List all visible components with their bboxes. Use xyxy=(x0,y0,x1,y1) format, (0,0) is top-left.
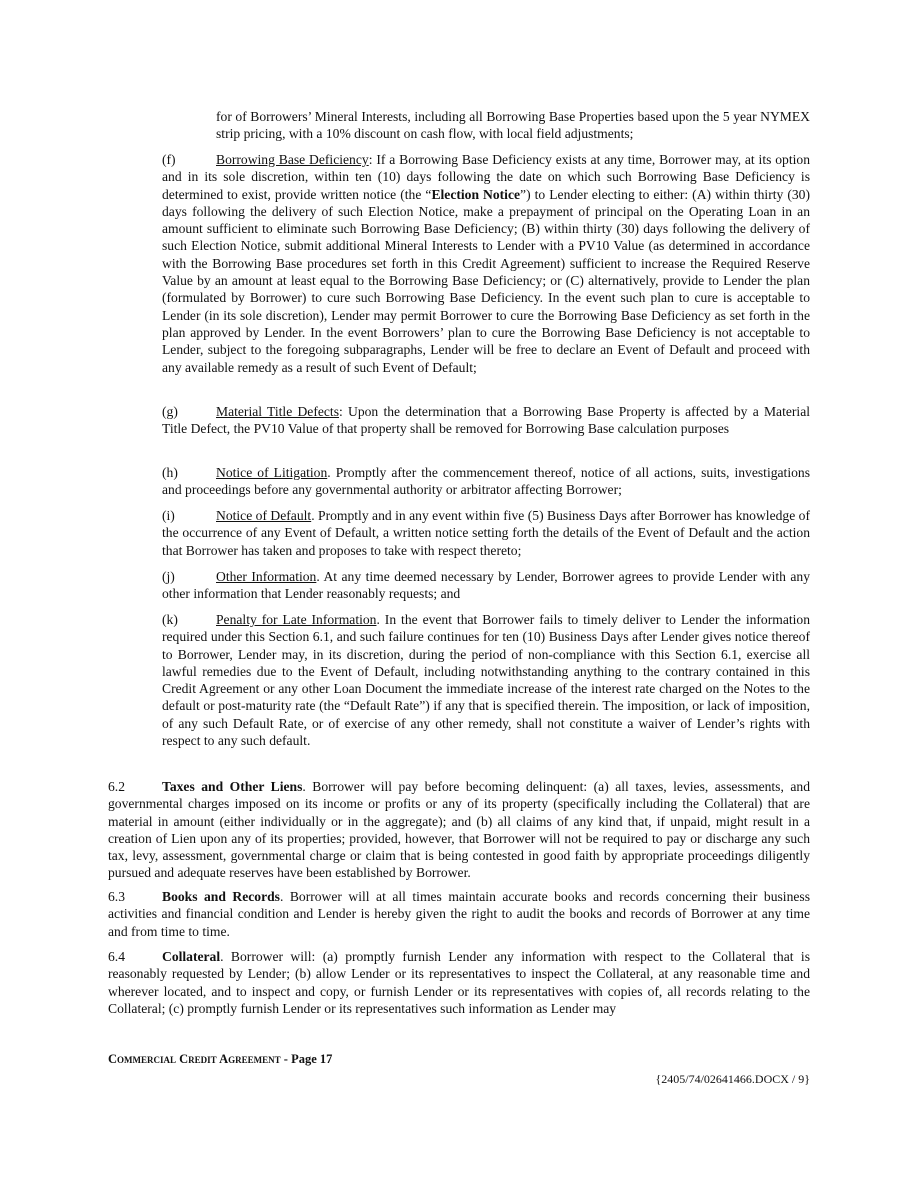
section-6-2 xyxy=(108,778,810,882)
section-number: 6.4 xyxy=(108,949,125,964)
subsection-k: (k) Penalty for Late Information. In the event that Borrower fails to timely deliver to Lender the information required under this Section 6.1, and such failure continues for ten (10) Business Days after Lender gives notice thereof to Borrower, Lender may, in its discretion, during the period of non-compliance with this Section 6.1, exercise all lawful remedies due to the Event of Default, including notwithstanding anything to the contrary contained in this Credit Agreement or any other Loan Document the immediate increase of the interest rate charged on the Notes to the default or post-maturity rate (the “Default Rate”) if any that is specified therein. The imposition, or lack of imposition, of any such Default Rate, or of exercise of any other remedy, shall not constitute a waiver of Lender’s rights with respect to any such default. xyxy=(162,612,810,749)
subsection-body: If a Borrowing Base Deficiency exists at any time, Borrower may, at its option and in its sole discretion, within ten (10) days following the date on which such Borrowing Base Deficiency is determined to exist, provide written notice (the “ xyxy=(162,152,810,202)
section-body: . Borrower will pay before becoming delinquent: (a) all taxes, levies, assessments, and governmental charges imposed on its income or profits or any of its property (specifically including the Collateral) that are material in amount (either individually or in the aggregate); and (b) all claims of any kind that, if unpaid, might result in a creation of Lien upon any of its properties; provided, however, that Borrower will not be required to pay or discharge any such tax, levy, assessment, governmental charge or claim that is being contested in good faith by appropriate proceedings diligently pursued and adequate reserves have been established by Borrower. xyxy=(108,779,810,881)
subsection-heading: Material Title Defects xyxy=(216,404,339,419)
subsection-label: (k) xyxy=(162,612,178,627)
page-number: Page 17 xyxy=(291,1052,333,1066)
section-number: 6.2 xyxy=(108,779,125,794)
subsection-label: (j) xyxy=(162,569,175,584)
subsection-heading: Borrowing Base Deficiency xyxy=(216,152,369,167)
section-heading: Books and Records xyxy=(162,889,280,904)
subsection-j: (j) Other Information. At any time deemed necessary by Lender, Borrower agrees to provide Lender with any other information that Lender reasonably requests; and xyxy=(162,569,811,602)
subsection-body: ”) to Lender electing to either: (A) within thirty (30) days following the delivery of such Election Notice, make a prepayment of principal on the Operating Loan in an amount sufficient to eliminate such Borrowing Base Deficiency; (B) within thirty (30) days following the delivery of such Election Notice, submit additional Mineral Interests to Lender with a PV10 Value (as determined in accordance with the Borrowing Base procedures set forth in this Credit Agreement) sufficient to increase the Required Reserve Value by an amount at least equal to the Borrowing Base Deficiency; or (C) alternatively, provide to Lender the plan (formulated by Borrower) to cure such Borrowing Base Deficiency. In the event such plan to cure is acceptable to Lender (in its sole discretion), Lender may permit Borrower to cure the Borrowing Base Deficiency as set forth in the plan approved by Lender. In the event Borrowers’ plan to cure the Borrowing Base Deficiency is not acceptable to Lender, subject to the foregoing subparagraphs, Lender will be free to declare an Event of Default and proceed with any available remedy as a result of such Event of Default; xyxy=(162,186,810,375)
section-number: 6.3 xyxy=(108,889,125,904)
subsection-heading: Notice of Default xyxy=(216,508,312,523)
subsection-h: (h) Notice of Litigation. Promptly after the commencement thereof, notice of all actions, suits, investigations and proceedings before any governmental authority or arbitrator affecting Borrower; xyxy=(162,465,810,498)
subsection-body: Promptly after the commencement thereof, notice of all actions, suits, investigations and proceedings before any governmental authority or arbitrator affecting Borrower; xyxy=(162,465,810,498)
subsection-body: At any time deemed necessary by Lender, Borrower agrees to provide Lender with any other information that Lender reasonably requests; and xyxy=(162,569,811,602)
footer-agreement-title: Commercial Credit Agreement xyxy=(108,1052,281,1066)
subsection-heading: Other Information xyxy=(216,569,317,584)
section-heading: Taxes and Other Liens xyxy=(162,779,303,794)
subsection-label: (i) xyxy=(162,508,175,523)
section-body: . Borrower will at all times maintain accurate books and records concerning their business activities and financial condition and Lender is hereby given the right to audit the books and records of Borrower at any time and from time to time. xyxy=(108,889,810,939)
defined-term: Election Notice xyxy=(431,186,521,202)
subsection-body: In the event that Borrower fails to timely deliver to Lender the information required under this Section 6.1, and such failure continues for ten (10) Business Days after Lender gives notice thereof to Borrower, Lender may, in its discretion, during the period of non-compliance with this Section 6.1, exercise all lawful remedies due to the Event of Default, including notwithstanding anything to the contrary contained in this Credit Agreement or any other Loan Document the immediate increase of the interest rate charged on the Notes to the default or post-maturity rate (the “Default Rate”) if any that is specified therein. The imposition, or lack of imposition, of any such Default Rate, or of exercise of any other remedy, shall not constitute a waiver of Lender’s rights with respect to any such default. xyxy=(162,612,810,749)
footer-title: Commercial Credit Agreement - Page 17 xyxy=(108,1052,333,1066)
section-body: . Borrower will: (a) promptly furnish Lender any information with respect to the Collateral that is reasonably requested by Lender; (b) allow Lender or its representatives to inspect the Collateral, at any reasonable time and wherever located, and to inspect and copy, or furnish Lender or its representatives with copies of, all records relating to the Collateral; (c) promptly furnish Lender or its representatives such information as Lender may xyxy=(108,949,810,1016)
subsection-i: (i) Notice of Default. Promptly and in any event within five (5) Business Days after Borrower has knowledge of the occurrence of any Event of Default, a written notice setting forth the details of the Event of Default and the action that Borrower has taken and proposes to take with respect thereto; xyxy=(162,508,810,558)
subsection-label: (f) xyxy=(162,152,176,167)
subsection-body: Upon the determination that a Borrowing Base Property is affected by a Material Title Defect, the PV10 Value of that property shall be removed for Borrowing Base calculation purposes xyxy=(162,404,811,437)
section-heading: Collateral xyxy=(162,949,221,964)
subsection-heading: Notice of Litigation xyxy=(216,465,328,480)
subsection-f: (f) Borrowing Base Deficiency: If a Borrowing Base Deficiency exists at any time, Borrower may, at its option and in its sole discretion, within ten (10) days following the date on which such Borrowing Base Deficiency is determined to exist, provide written notice (the “Election Notice”) to Lender electing to either: (A) within thirty (30) days following the delivery of such Election Notice, make a prepayment of principal on the Operating Loan in an amount sufficient to eliminate such Borrowing Base Deficiency; (B) within thirty (30) days following the delivery of such Election Notice, submit additional Mineral Interests to Lender with a PV10 Value (as determined in accordance with the Borrowing Base procedures set forth in this Credit Agreement) sufficient to increase the Required Reserve Value by an amount at least equal to the Borrowing Base Deficiency; or (C) alternatively, provide to Lender the plan (formulated by Borrower) to cure such Borrowing Base Deficiency. In the event such plan to cure is acceptable to Lender (in its sole discretion), Lender may permit Borrower to cure the Borrowing Base Deficiency as set forth in the plan approved by Lender. In the event Borrowers’ plan to cure the Borrowing Base Deficiency is not acceptable to Lender, subject to the foregoing subparagraphs, Lender will be free to declare an Event of Default and proceed with any available remedy as a result of such Event of Default; xyxy=(162,152,810,375)
section-6-4 xyxy=(108,948,810,1017)
subsection-g: (g) Material Title Defects: Upon the determination that a Borrowing Base Property is affected by a Material Title Defect, the PV10 Value of that property shall be removed for Borrowing Base calculation purposes xyxy=(162,404,811,437)
document-id: {2405/74/02641466.DOCX / 9} xyxy=(655,1072,810,1086)
subsection-heading: Penalty for Late Information xyxy=(216,612,377,627)
section-6-3 xyxy=(108,888,810,940)
subsection-label: (g) xyxy=(162,404,178,419)
subsection-label: (h) xyxy=(162,465,178,480)
continuation-paragraph: for of Borrowers’ Mineral Interests, including all Borrowing Base Properties based upon the 5 year NYMEX strip pricing, with a 10% discount on cash flow, with local field adjustments; xyxy=(216,109,810,142)
subsection-body: Promptly and in any event within five (5) Business Days after Borrower has knowledge of the occurrence of any Event of Default, a written notice setting forth the details of the Event of Default and the action that Borrower has taken and proposes to take with respect thereto; xyxy=(162,508,810,558)
